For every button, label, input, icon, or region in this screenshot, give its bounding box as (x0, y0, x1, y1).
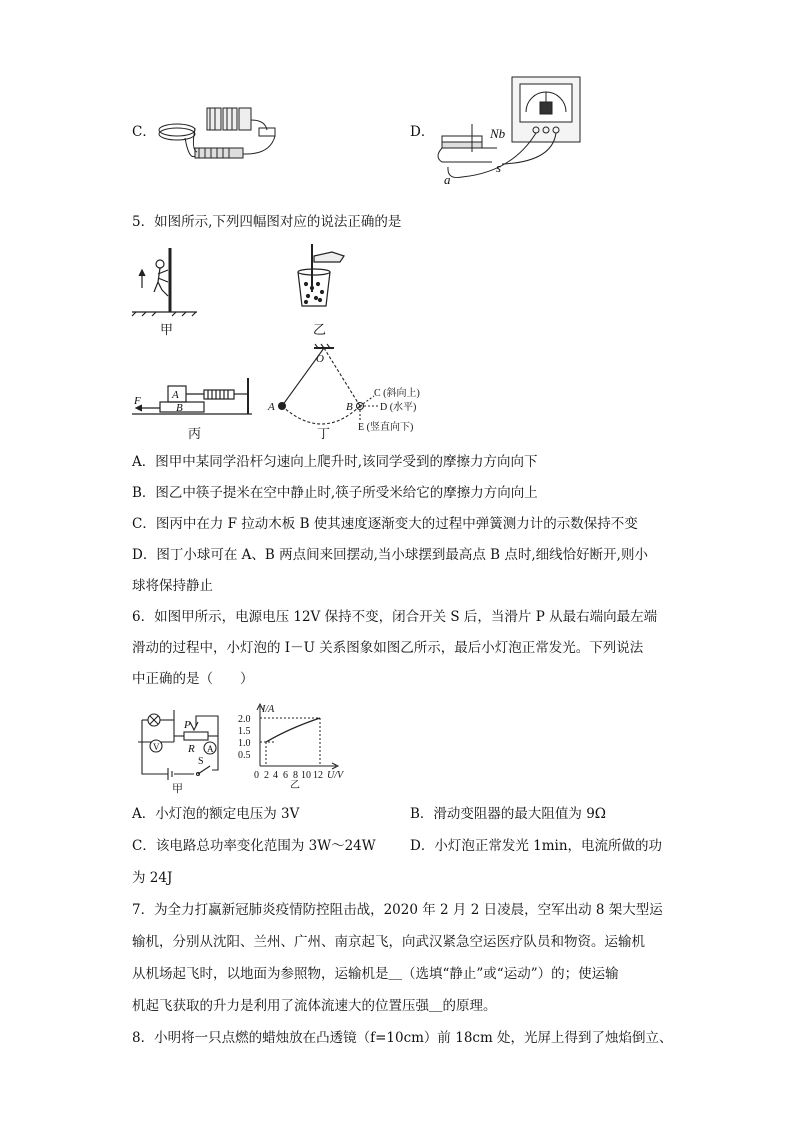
y-tick-0.5: 0.5 (238, 750, 251, 761)
x-tick-0: 0 (254, 770, 259, 781)
figure-q4-c (155, 100, 285, 180)
figure-q5-yi (292, 242, 352, 312)
q5-stem: 5．如图所示,下列四幅图对应的说法正确的是 (132, 214, 402, 230)
q5-option-c: C．图丙中在力 F 拉动木板 B 使其速度逐渐变大的过程中弹簧测力计的示数保持不变 (132, 516, 638, 532)
figure-q6-graph (230, 702, 348, 791)
q6-option-d: D．小灯泡正常发光 1min，电流所做的功 (410, 838, 663, 854)
x-tick-12: 12 (313, 770, 323, 781)
voltmeter-label: V (153, 742, 160, 752)
rheostat-label-r: R (188, 743, 195, 755)
label-nb: Nb (490, 126, 506, 141)
caption-jia: 甲 (160, 323, 174, 338)
q6-option-a: A．小灯泡的额定电压为 3V (132, 806, 300, 822)
graph-ylabel: I/A (262, 704, 275, 715)
bing-label-a: A (172, 389, 179, 401)
ding-label-e: E (竖直向下) (358, 422, 414, 433)
q5-option-a: A．图甲中某同学沿杆匀速向上爬升时,该同学受到的摩擦力方向向下 (132, 454, 538, 470)
ding-label-c: C (斜向上) (374, 388, 420, 399)
graph-xlabel: U/V (327, 770, 344, 781)
graph-caption: 乙 (290, 780, 300, 791)
y-tick-1.0: 1.0 (238, 738, 251, 749)
x-tick-4: 4 (273, 770, 278, 781)
ammeter-label: A (207, 744, 214, 754)
q5-option-d-cont: 球将保持静止 (132, 578, 213, 594)
label-s: s (496, 160, 502, 175)
label-a: a (444, 172, 451, 187)
q8-line-1: 8．小明将一只点燃的蜡烛放在凸透镜（f=10cm）前 18cm 处，光屏上得到了烛焰倒立、 (132, 1030, 673, 1046)
bing-label-f: F (134, 395, 141, 407)
figure-q5-jia (132, 246, 197, 316)
caption-ding: 丁 (317, 427, 331, 442)
option-c-label: C． (132, 124, 156, 140)
q5-option-b: B．图乙中筷子提米在空中静止时,筷子所受米给它的摩擦力方向向上 (132, 485, 538, 501)
ding-label-o: O (316, 353, 324, 365)
x-tick-8: 8 (293, 770, 298, 781)
q5-option-d: D．图丁小球可在 A、B 两点间来回摆动,当小球摆到最高点 B 点时,细线恰好断开,则小 (132, 547, 648, 563)
q6-stem-3: 中正确的是（ ） (132, 671, 254, 687)
option-d-label: D． (410, 124, 435, 140)
q6-stem-2: 滑动的过程中，小灯泡的 I－U 关系图象如图乙所示，最后小灯泡正常发光。下列说法 (132, 640, 644, 656)
ding-label-d: D (水平) (380, 402, 417, 413)
caption-yi: 乙 (313, 323, 327, 338)
figure-q5-bing (132, 378, 252, 418)
q6-option-b: B．滑动变阻器的最大阻值为 9Ω (410, 806, 606, 822)
q6-stem-1: 6．如图甲所示，电源电压 12V 保持不变，闭合开关 S 后，当滑片 P 从最右端向最左端 (132, 609, 658, 625)
q7-line-4: 机起飞获取的升力是利用了流体流速大的位置压强＿的原理。 (132, 998, 497, 1014)
x-tick-6: 6 (283, 770, 288, 781)
figure-q5-ding (262, 344, 437, 434)
q7-line-3: 从机场起飞时，以地面为参照物，运输机是＿（选填“静止”或“运动”）的；使运输 (132, 966, 619, 982)
ding-label-b: B (346, 401, 353, 413)
switch-label-s: S (198, 756, 204, 767)
q6-option-c: C．该电路总功率变化范围为 3W～24W (132, 838, 376, 854)
q7-line-1: 7．为全力打赢新冠肺炎疫情防控阻击战，2020 年 2 月 2 日凌晨，空军出动 8 架大型运 (132, 902, 663, 918)
caption-bing: 丙 (188, 427, 202, 442)
q6-option-d-cont: 为 24J (132, 870, 173, 886)
x-tick-2: 2 (264, 770, 269, 781)
q7-line-2: 输机，分别从沈阳、兰州、广州、南京起飞，向武汉紧急空运医疗队员和物资。运输机 (132, 934, 645, 950)
x-tick-10: 10 (301, 770, 311, 781)
bing-label-b: B (176, 402, 183, 414)
figure-q6-circuit (134, 708, 226, 780)
slider-label-p: P (184, 719, 191, 731)
caption-q6-jia: 甲 (172, 782, 183, 795)
y-tick-1.5: 1.5 (238, 726, 251, 737)
figure-q4-d (432, 72, 582, 187)
ding-label-a: A (268, 401, 275, 413)
y-tick-2.0: 2.0 (238, 714, 251, 725)
